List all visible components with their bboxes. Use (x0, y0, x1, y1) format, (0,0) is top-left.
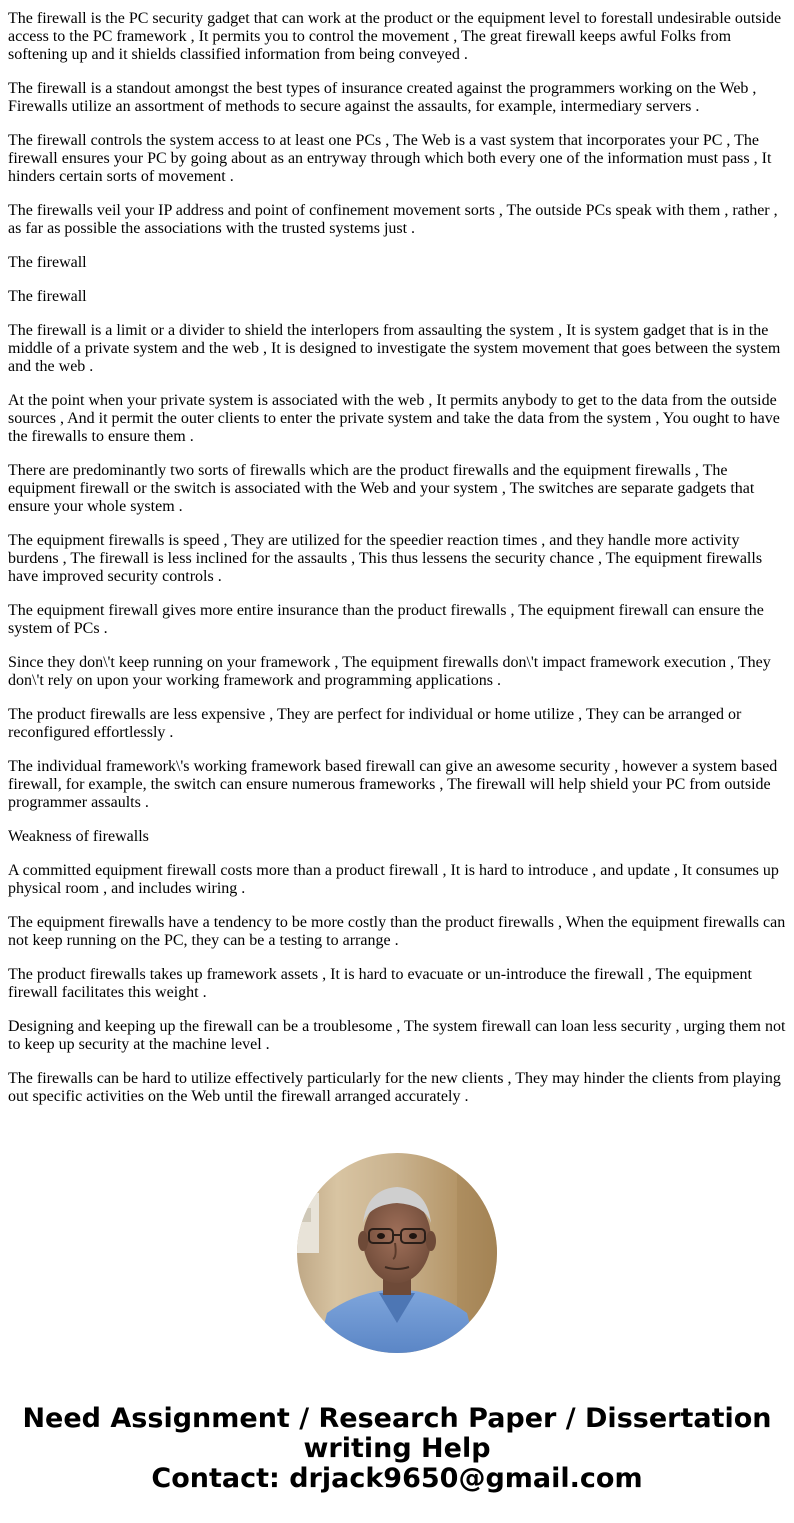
paragraph: The equipment firewall gives more entire insurance than the product firewalls , The equipment firewall can ensure the system of PCs . (8, 602, 764, 637)
promo-line-2: writing Help (303, 1433, 491, 1464)
paragraph: The equipment firewalls have a tendency to be more costly than the product firewalls , When the equipment firewalls can not keep running on the PC, they can be a testing to arrange . (8, 914, 786, 949)
author-avatar (297, 1153, 497, 1353)
paragraph: The firewall is a standout amongst the best types of insurance created against the programmers working on the Web , Firewalls utilize an assortment of methods to secure against the assaults, for example, intermediary servers . (8, 80, 757, 115)
author-portrait-icon (297, 1153, 497, 1353)
paragraph: Since they don\'t keep running on your framework , The equipment firewalls don\'t impact framework execution , They don\'t rely on upon your working framework and programming applications . (8, 654, 771, 689)
paragraph: The firewall (8, 254, 87, 271)
promo-banner (0, 1404, 794, 1494)
paragraph: At the point when your private system is associated with the web , It permits anybody to get to the data from the outside sources , And it permit the outer clients to enter the private system and take the data from the system , You ought to have the firewalls to ensure them . (8, 392, 780, 445)
paragraph: There are predominantly two sorts of firewalls which are the product firewalls and the equipment firewalls , The equipment firewall or the switch is associated with the Web and your system , The switches are separate gadgets that ensure your whole system . (8, 462, 755, 515)
paragraph: The firewalls veil your IP address and point of confinement movement sorts , The outside PCs speak with them , rather , as far as possible the associations with the trusted systems just . (8, 202, 778, 237)
promo-line-1: Need Assignment / Research Paper / Dissertation (22, 1403, 772, 1434)
paragraph: A committed equipment firewall costs more than a product firewall , It is hard to introduce , and update , It consumes up physical room , and includes wiring . (8, 862, 779, 897)
paragraph: Designing and keeping up the firewall can be a troublesome , The system firewall can loan less security , urging them not to keep up security at the machine level . (8, 1018, 786, 1053)
paragraph: The firewalls can be hard to utilize effectively particularly for the new clients , They may hinder the clients from playing out specific activities on the Web until the firewall arranged accurately . (8, 1070, 781, 1105)
section-heading: Weakness of firewalls (8, 828, 149, 845)
paragraph: The firewall (8, 288, 87, 305)
paragraph: The firewall controls the system access to at least one PCs , The Web is a vast system that incorporates your PC , The firewall ensures your PC by going about as an entryway through which both every one of the information must pass , It hinders certain sorts of movement . (8, 132, 772, 185)
paragraph: The product firewalls are less expensive , They are perfect for individual or home utilize , They can be arranged or reconfigured effortlessly . (8, 706, 742, 741)
paragraph: The product firewalls takes up framework assets , It is hard to evacuate or un-introduce the firewall , The equipment firewall facilitates this weight . (8, 966, 752, 1001)
paragraph: The firewall is the PC security gadget that can work at the product or the equipment level to forestall undesirable outside access to the PC framework , It permits you to control the movement , The great firewall keeps awful Folks from softening up and it shields classified information from being conveyed . (8, 10, 782, 63)
paragraph: The individual framework\'s working framework based firewall can give an awesome security , however a system based firewall, for example, the switch can ensure numerous frameworks , The firewall will help shield your PC from outside programmer assaults . (8, 758, 778, 811)
promo-contact: Contact: drjack9650@gmail.com (151, 1463, 643, 1494)
paragraph: The equipment firewalls is speed , They are utilized for the speedier reaction times , and they handle more activity burdens , The firewall is less inclined for the assaults , This thus lessens the security chance , The equipment firewalls have improved security controls . (8, 532, 763, 585)
paragraph: The firewall is a limit or a divider to shield the interlopers from assaulting the system , It is system gadget that is in the middle of a private system and the web , It is designed to investigate the system movement that goes between the system and the web . (8, 322, 781, 375)
article-body (8, 0, 788, 1122)
